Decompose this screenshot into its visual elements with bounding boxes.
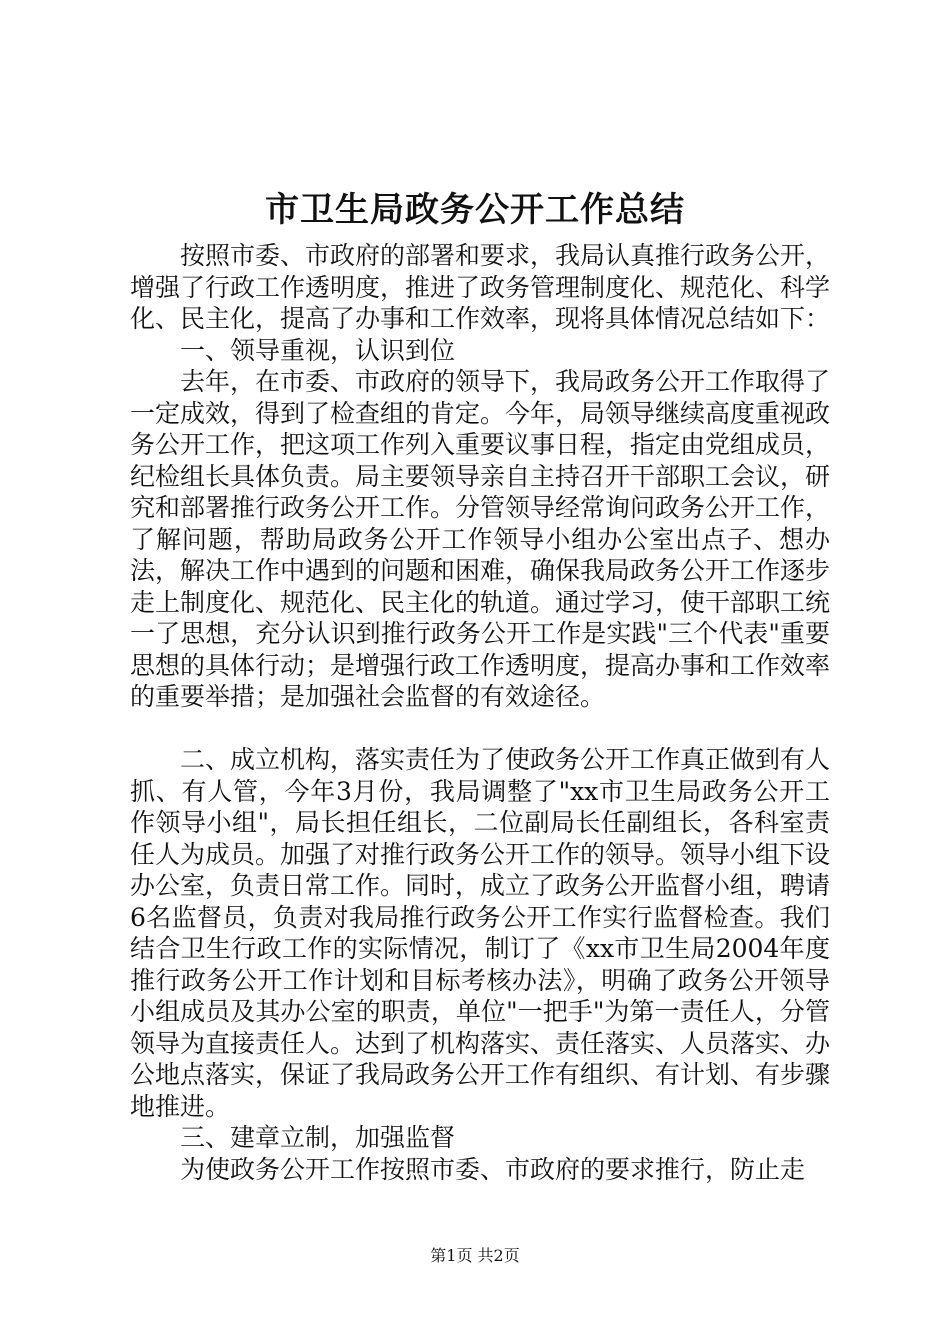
document-body [130, 240, 830, 1185]
section-heading-1: 一、领导重视，认识到位 [180, 335, 456, 365]
section-paragraph-3: 为使政务公开工作按照市委、市政府的要求推行，防止走 [180, 1154, 806, 1184]
paragraph-gap [130, 713, 830, 745]
section-paragraph-2: 二、成立机构，落实责任为了使政务公开工作真正做到有人抓、有人管，今年3月份，我局调整了"xx市卫生局政务公开工作领导小组"，局长担任组长，二位副局长任副组长，各科室责任人为成员。加强了对推行政务公开工作的领导。领导小组下设办公室，负责日常工作。同时，成立了政务公开监督小组，聘请6名监督员，负责对我局推行政务公开工作实行监督检查。我们结合卫生行政工作的实际情况，制订了《xx市卫生局2004年度推行政务公开工作计划和目标考核办法》，明确了政务公开领导小组成员及其办公室的职责，单位"一把手"为第一责任人，分管领导为直接责任人。达到了机构落实、责任落实、人员落实、办公地点落实，保证了我局政务公开工作有组织、有计划、有步骤地推进。 [130, 745, 831, 1121]
document-title: 市卫生局政务公开工作总结 [265, 190, 685, 230]
intro-paragraph: 按照市委、市政府的部署和要求，我局认真推行政务公开，增强了行政工作透明度，推进了政务管理制度化、规范化、科学化、民主化，提高了办事和工作效率，现将具体情况总结如下： [130, 241, 831, 333]
section-paragraph-1: 去年，在市委、市政府的领导下，我局政务公开工作取得了一定成效，得到了检查组的肯定。今年，局领导继续高度重视政务公开工作，把这项工作列入重要议事日程，指定由党组成员，纪检组长具体负责。局主要领导亲自主持召开干部职工会议，研究和部署推行政务公开工作。分管领导经常询问政务公开工作，了解问题，帮助局政务公开工作领导小组办公室出点子、想办法，解决工作中遇到的问题和困难，确保我局政务公开工作逐步走上制度化、规范化、民主化的轨道。通过学习，使干部职工统一了思想，充分认识到推行政务公开工作是实践"三个代表"重要思想的具体行动；是增强行政工作透明度，提高办事和工作效率的重要举措；是加强社会监督的有效途径。 [130, 367, 831, 711]
section-heading-3: 三、建章立制，加强监督 [180, 1123, 456, 1152]
page-footer: 第1页 共2页 [430, 1246, 520, 1265]
